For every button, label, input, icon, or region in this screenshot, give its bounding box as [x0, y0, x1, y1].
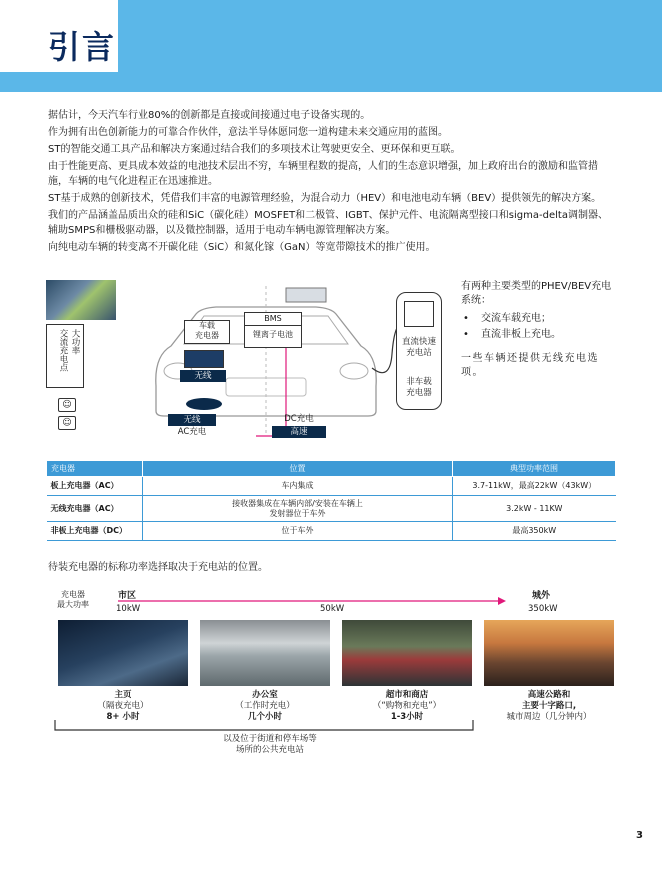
charging-systems-intro: 有两种主要类型的PHEV/BEV充电系统：	[461, 281, 612, 306]
charging-time: 1-3小时	[390, 712, 424, 722]
intro-paragraph: 向纯电动车辆的转变离不开碳化硅（SiC）和氮化镓（GaN）等宽带隙技术的推广使用。	[48, 242, 436, 253]
table-row	[47, 522, 616, 541]
intro-text	[48, 108, 616, 257]
power-value: 10kW	[116, 604, 141, 614]
table-cell: 位于车外	[143, 522, 453, 541]
list-item: • 直流非板上充电。	[461, 328, 619, 342]
wireless-pad-icon	[186, 398, 222, 410]
location-subtitle: （工作时充电）	[235, 701, 295, 711]
charging-time: 几个小时	[247, 712, 282, 722]
column-header: 充电器	[47, 461, 143, 477]
battery-label: 锂离子电池	[253, 330, 293, 339]
intro-paragraph: ST的智能交通工具产品和解决方案通过结合我们的多项技术让驾驶更安全、更环保和更互联。	[48, 144, 461, 155]
onboard-charger-label: 车载 充电器	[195, 321, 219, 340]
charging-plug-photo	[46, 280, 116, 320]
list-item: • 交流车载充电；	[461, 312, 619, 326]
table-cell: 最高350kW	[453, 522, 616, 541]
socket-icon: ☺	[58, 398, 76, 412]
charging-systems-note	[461, 280, 619, 380]
wireless-receiver-label: 无线	[180, 370, 226, 382]
column-header: 位置	[143, 461, 453, 477]
power-selection-note: 待装充电器的标称功率选择取决于充电站的位置。	[48, 562, 268, 573]
dc-charge-label: DC充电	[284, 414, 314, 424]
column-header: 典型功率范围	[453, 461, 616, 477]
page-number: 3	[636, 830, 643, 841]
city-label: 市区	[118, 591, 137, 601]
power-value: 350kW	[528, 604, 558, 614]
intro-paragraph: ST基于成熟的创新技术，凭借我们丰富的电源管理经验，为混合动力（HEV）和电池电动车辆（BEV）提供领先的解决方案。	[48, 193, 602, 204]
charger-max-power-label: 充电器 最大功率	[57, 590, 89, 609]
location-title: 办公室	[252, 690, 278, 700]
table-cell: 3.2kW - 11KW	[453, 496, 616, 522]
office-caption	[195, 690, 335, 723]
table-cell: 非板上充电器（DC）	[47, 522, 143, 541]
charging-time: 8+ 小时	[106, 712, 140, 722]
dc-fast-charging-station	[396, 292, 442, 410]
charging-systems-list	[461, 312, 619, 342]
wireless-option-note: 一些车辆还提供无线充电选项。	[461, 353, 599, 378]
highway-photo	[484, 620, 614, 686]
bms-label: BMS	[245, 313, 301, 326]
table-cell: 无线充电器（AC）	[47, 496, 143, 522]
ac-charging-point	[46, 324, 84, 388]
offboard-charger-label: 非车载 充电器	[406, 377, 432, 398]
dc-fast-station-label: 直流快速 充电站	[401, 337, 436, 358]
table-cell: 板上充电器（AC）	[47, 477, 143, 496]
intro-paragraph: 据估计，今天汽车行业80%的创新都是直接或间接通过电子设备实现的。	[48, 110, 371, 121]
supermarket-caption	[337, 690, 477, 723]
table-row	[47, 477, 616, 496]
table-cell: 接收器集成在车辆内部/安装在车辆上 发射器位于车外	[143, 496, 453, 522]
page-title: 引言	[48, 28, 117, 66]
location-subtitle: （“购物和充电”）	[372, 701, 442, 711]
ac-charging-point-label: 大功率 交流充电点	[58, 329, 80, 372]
intro-paragraph: 作为拥有出色创新能力的可靠合作伙伴，意法半导体愿同您一道构建未来交通应用的蓝图。	[48, 127, 448, 138]
power-scale-arrow-icon	[118, 597, 508, 605]
high-speed-label: 高速	[272, 426, 326, 438]
power-value: 50kW	[320, 604, 345, 614]
location-title: 超市和商店	[385, 690, 429, 700]
onboard-charger-box	[184, 320, 230, 344]
home-charging-photo	[58, 620, 188, 686]
location-subtitle: （隔夜充电）	[97, 701, 149, 711]
table-cell: 3.7-11kW，最高22kW（43kW）	[453, 477, 616, 496]
highway-caption	[479, 690, 619, 723]
charger-spec-table	[46, 460, 616, 541]
office-charging-photo	[200, 620, 330, 686]
intro-paragraph: 我们的产品涵盖品质出众的硅和SiC（碳化硅）MOSFET和二极管、IGBT、保护元件、电流隔离型接口和sigma-delta调制器、辅助SMPS和栅极驱动器，以及微控制器，适用于电动车辆电源管理解决方案。	[48, 210, 608, 236]
location-title: 高速公路和 主要十字路口,	[521, 690, 577, 711]
socket-icon: ☺	[58, 416, 76, 430]
ac-charge-label: AC充电	[177, 427, 207, 437]
bms-battery-box	[244, 312, 302, 348]
wireless-pad-label: 无线	[168, 414, 216, 426]
wireless-receiver-icon	[184, 350, 224, 368]
station-screen	[404, 301, 434, 327]
table-cell: 车内集成	[143, 477, 453, 496]
charging-diagram	[46, 280, 456, 445]
table-row	[47, 496, 616, 522]
home-caption	[53, 690, 193, 723]
supermarket-charging-photo	[342, 620, 472, 686]
location-title: 主页	[114, 690, 132, 700]
location-subtitle: 城市周边（几分钟内）	[506, 712, 592, 722]
intro-paragraph: 由于性能更高、更具成本效益的电池技术层出不穷，车辆里程数的提高，人们的生态意识增强，加上政府出台的激励和监管措施，车辆的电气化进程正在迅速推进。	[48, 161, 598, 187]
public-stations-note: 以及位于街道和停车场等 场所的公共充电站	[223, 734, 317, 755]
table-header-row	[47, 461, 616, 477]
suburb-label: 城外	[532, 591, 551, 601]
